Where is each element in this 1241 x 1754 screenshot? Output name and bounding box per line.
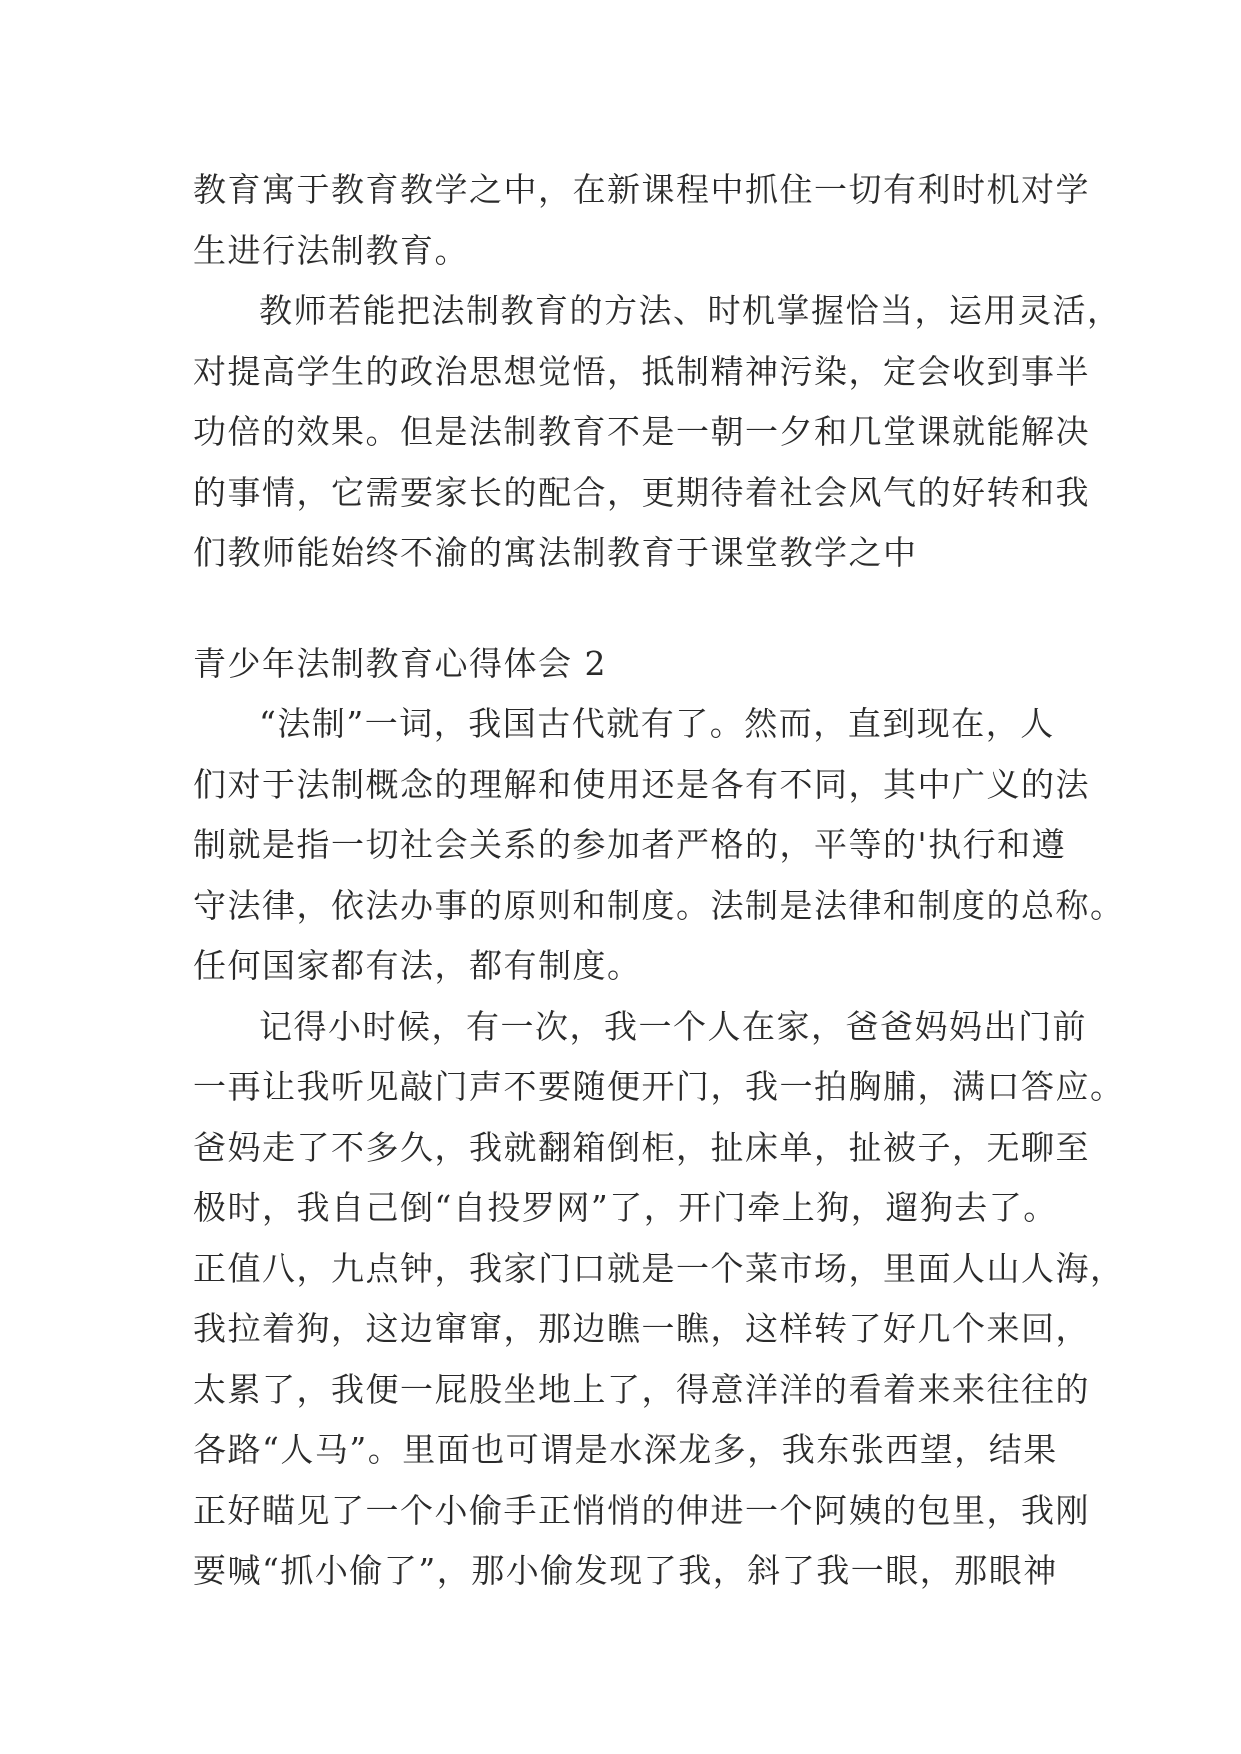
text-line: 各路“人马”。里面也可谓是水深龙多，我东张西望，结果 — [193, 1430, 1058, 1469]
text-line: 极时，我自己倒“自投罗网”了，开门牵上狗，遛狗去了。 — [193, 1188, 1058, 1227]
paragraph-4 — [193, 997, 1125, 1602]
text-line: 正好瞄见了一个小偷手正悄悄的伸进一个阿姨的包里，我刚 — [193, 1490, 1090, 1530]
text-line: “法制”一词，我国古代就有了。然而，直到现在，人 — [259, 704, 1055, 743]
text-line: 功倍的效果。但是法制教育不是一朝一夕和几堂课就能解决 — [193, 412, 1090, 451]
text-line: 对提高学生的政治思想觉悟，抵制精神污染，定会收到事半 — [193, 351, 1090, 391]
text-line: 记得小时候，有一次，我一个人在家，爸爸妈妈出门前 — [259, 1006, 1087, 1046]
text-line: 我拉着狗，这边窜窜，那边瞧一瞧，这样转了好几个来回， — [193, 1309, 1090, 1348]
text-line: 爸妈走了不多久，我就翻箱倒柜，扯床单，扯被子，无聊至 — [193, 1127, 1090, 1167]
text-line: 们教师能始终不渝的寓法制教育于课堂教学之中 — [193, 533, 918, 572]
text-line: 太累了，我便一屁股坐地上了，得意洋洋的看着来来往往的 — [193, 1369, 1090, 1409]
paragraph-2 — [193, 281, 1122, 584]
text-line: 要喊“抓小偷了”，那小偷发现了我，斜了我一眼，那眼神 — [193, 1551, 1058, 1590]
text-line: 们对于法制概念的理解和使用还是各有不同，其中广义的法 — [193, 764, 1090, 804]
document-body — [193, 160, 1125, 1602]
text-line: 正值八，九点钟，我家门口就是一个菜市场，里面人山人海， — [193, 1248, 1125, 1288]
text-line: 教师若能把法制教育的方法、时机掌握恰当，运用灵活， — [259, 291, 1122, 330]
text-line: 任何国家都有法，都有制度。 — [193, 946, 642, 985]
text-line: 制就是指一切社会关系的参加者严格的，平等的'执行和遵 — [193, 825, 1067, 864]
section-title: 青少年法制教育心得体会 2 — [193, 643, 607, 683]
text-line: 一再让我听见敲门声不要随便开门，我一拍胸脯，满口答应。 — [193, 1067, 1125, 1106]
text-line: 守法律，依法办事的原则和制度。法制是法律和制度的总称。 — [193, 885, 1125, 925]
paragraph-3 — [193, 694, 1125, 997]
text-line: 教育寓于教育教学之中，在新课程中抓住一切有利时机对学 — [193, 170, 1090, 209]
paragraph-1 — [193, 160, 1090, 281]
text-line: 的事情，它需要家长的配合，更期待着社会风气的好转和我 — [193, 472, 1090, 512]
text-line: 生进行法制教育。 — [193, 230, 469, 270]
